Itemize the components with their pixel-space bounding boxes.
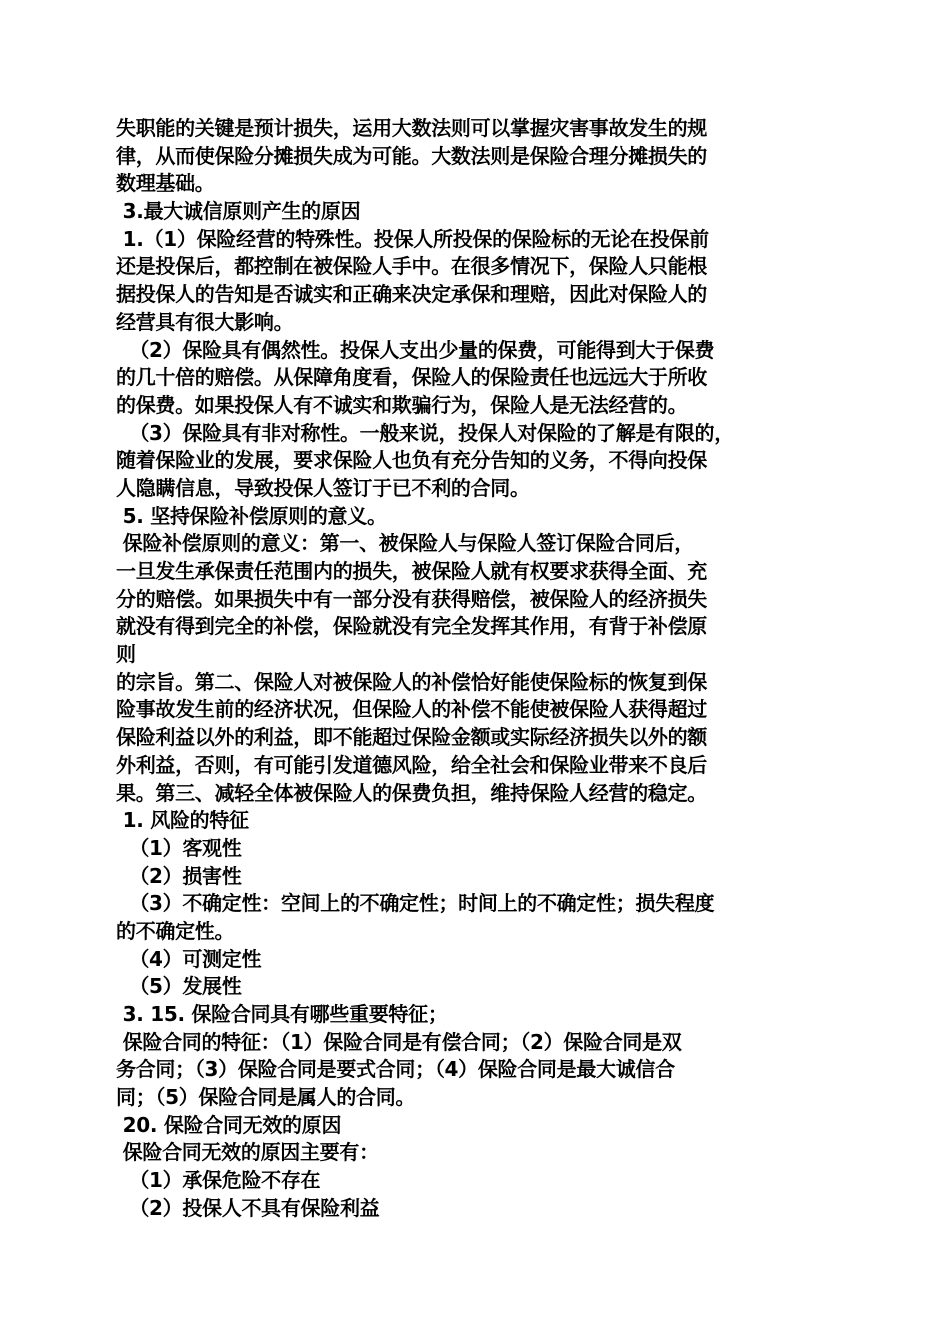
text-line: 据投保人的告知是否诚实和正确来决定承保和理赔，因此对保险人的 (116, 282, 707, 307)
text-line: （2）损害性 (116, 863, 242, 888)
text-line: （1）客观性 (116, 835, 242, 860)
text-line: 3.最大诚信原则产生的原因 (116, 199, 361, 224)
text-line: 随着保险业的发展，要求保险人也负有充分告知的义务，不得向投保 (116, 448, 707, 473)
text-line: （1）承保危险不存在 (116, 1168, 321, 1193)
text-line: 果。第三、减轻全体被保险人的保费负担，维持保险人经营的稳定。 (116, 780, 707, 805)
text-line: 5. 坚持保险补偿原则的意义。 (116, 503, 387, 528)
text-line: 一旦发生承保责任范围内的损失，被保险人就有权要求获得全面、充 (116, 559, 707, 583)
text-line: 保险合同的特征：（1）保险合同是有偿合同；（2）保险合同是双 (116, 1029, 682, 1054)
text-line: 则 (116, 642, 136, 667)
text-line: 失职能的关键是预计损失，运用大数法则可以掌握灾害事故发生的规 (116, 116, 707, 140)
text-line: 同；（5）保险合同是属人的合同。 (116, 1085, 416, 1110)
text-line: 还是投保后，都控制在被保险人手中。在很多情况下，保险人只能根 (116, 254, 707, 279)
text-line: 的几十倍的赔偿。从保障角度看，保险人的保险责任也远远大于所收 (116, 365, 707, 390)
text-line: （3）保险具有非对称性。一般来说，投保人对保险的了解是有限的， (116, 420, 734, 445)
text-line: 3. 15. 保险合同具有哪些重要特征； (116, 1002, 448, 1026)
text-line: 人隐瞒信息，导致投保人签订于已不利的合同。 (116, 475, 530, 500)
text-line: 保险补偿原则的意义：第一、被保险人与保险人签订保险合同后， (116, 531, 694, 556)
text-line: 1.（1）保险经营的特殊性。投保人所投保的保险标的无论在投保前 (116, 226, 709, 251)
text-line: 20. 保险合同无效的原因 (116, 1112, 342, 1137)
text-line: 经营具有很大影响。 (116, 309, 294, 334)
text-line: 分的赔偿。如果损失中有一部分没有获得赔偿，被保险人的经济损失 (116, 586, 707, 611)
text-line: 的保费。如果投保人有不诚实和欺骗行为，保险人是无法经营的。 (116, 392, 688, 417)
text-line: 保险合同无效的原因主要有： (116, 1140, 379, 1165)
text-line: （5）发展性 (116, 974, 242, 999)
text-line: 数理基础。 (116, 171, 215, 196)
document-body (116, 115, 846, 1223)
text-line: 外利益，否则，有可能引发道德风险，给全社会和保险业带来不良后 (116, 752, 707, 777)
text-line: （4）可测定性 (116, 946, 262, 971)
text-line: 的不确定性。 (116, 918, 235, 943)
text-line: 律，从而使保险分摊损失成为可能。大数法则是保险合理分摊损失的 (116, 143, 707, 168)
text-line: 保险利益以外的利益，即不能超过保险金额或实际经济损失以外的额 (116, 725, 707, 750)
text-line: 的宗旨。第二、保险人对被保险人的补偿恰好能使保险标的恢复到保 (116, 669, 707, 694)
text-line: （3）不确定性：空间上的不确定性；时间上的不确定性；损失程度 (116, 891, 715, 916)
text-line: 务合同；（3）保险合同是要式合同；（4）保险合同是最大诚信合 (116, 1057, 675, 1082)
text-line: （2）投保人不具有保险利益 (116, 1195, 380, 1220)
text-line: （2）保险具有偶然性。投保人支出少量的保费，可能得到大于保费 (116, 337, 715, 362)
text-line: 1. 风险的特征 (116, 808, 249, 833)
text-line: 就没有得到完全的补偿，保险就没有完全发挥其作用，有背于补偿原 (116, 614, 707, 639)
text-line: 险事故发生前的经济状况，但保险人的补偿不能使被保险人获得超过 (116, 697, 707, 722)
